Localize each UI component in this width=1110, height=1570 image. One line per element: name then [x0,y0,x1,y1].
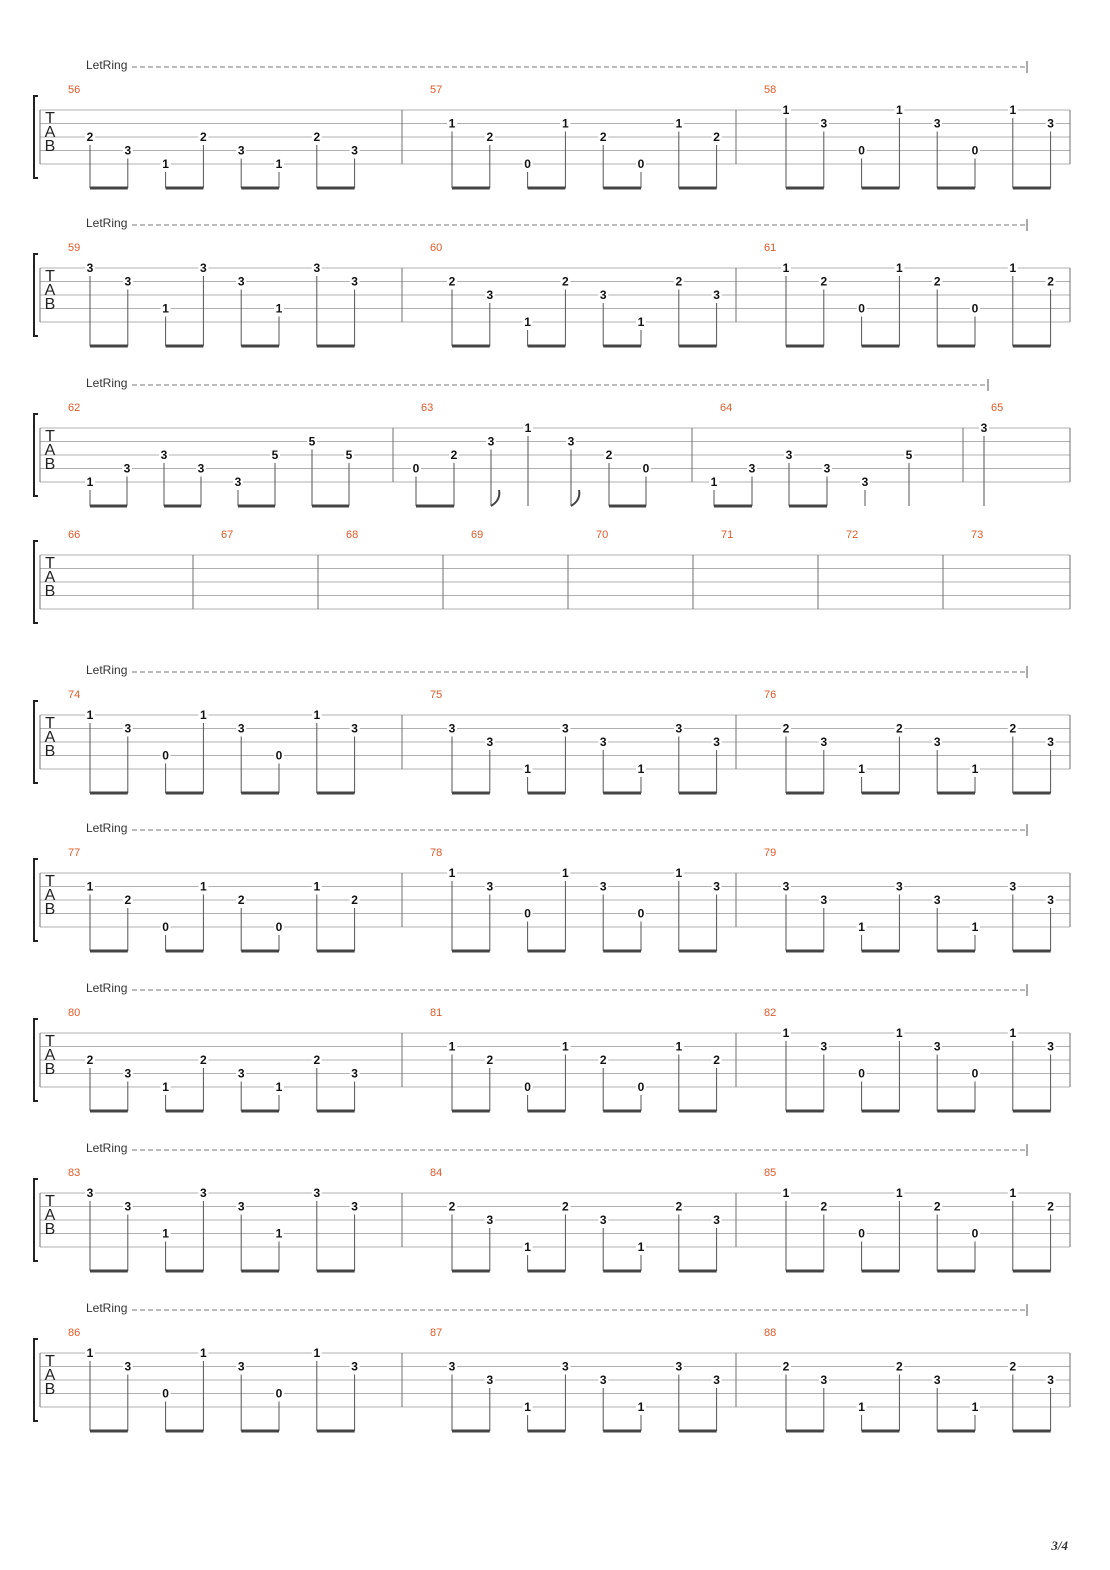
tab-system [34,529,1070,623]
fret-number: 1 [162,1226,169,1241]
fret-number: 0 [524,906,531,921]
fret-number: 0 [971,1226,979,1241]
fret-number: 3 [675,721,683,736]
measure-number: 68 [346,529,359,541]
fret-number: 1 [200,879,207,894]
fret-number: 1 [896,261,903,275]
fret-number: 1 [710,475,718,489]
fret-number: 1 [782,1186,790,1200]
tab-clef-letter: T [45,110,55,127]
fret-number: 0 [971,1066,979,1081]
fret-number: 0 [412,461,420,476]
system-bracket [34,414,38,496]
tab-clef-letter: A [44,282,56,299]
measure-number: 73 [971,529,984,541]
fret-number: 3 [86,261,94,275]
fret-number: 1 [896,1186,903,1200]
fret-number: 2 [313,1053,321,1067]
tab-clef-letter: A [44,1207,56,1224]
fret-number: 1 [858,1400,865,1414]
fret-number: 1 [524,1240,531,1254]
fret-number: 3 [351,143,358,158]
fret-number: 3 [237,274,245,289]
tab-system [34,663,1070,793]
fret-number: 3 [861,475,869,489]
fret-number: 3 [599,879,607,894]
fret-number: 3 [448,1359,456,1374]
fret-number: 3 [748,461,756,476]
fret-number: 1 [162,301,169,316]
tab-system [34,981,1070,1111]
measure-number: 72 [846,529,859,541]
fret-number: 0 [162,748,169,763]
tab-system [34,216,1070,346]
fret-number: 2 [599,130,607,144]
let-ring-label: LetRing [86,821,128,835]
tab-clef-letter: T [45,1033,55,1050]
fret-number: 1 [86,879,94,894]
fret-number: 3 [599,288,607,302]
fret-number: 5 [271,448,279,462]
fret-number: 2 [896,1359,903,1374]
fret-number: 2 [200,1053,207,1067]
fret-number: 3 [1047,116,1054,131]
tab-clef-letter: B [44,1061,56,1078]
measure-number: 77 [68,847,81,859]
fret-number: 3 [124,1359,132,1374]
tab-clef-letter: A [44,887,56,904]
fret-number: 3 [351,1359,358,1374]
fret-number: 1 [782,261,790,275]
fret-number: 0 [637,906,645,921]
fret-number: 1 [275,301,283,316]
fret-number: 3 [562,1359,569,1374]
fret-number: 0 [858,1066,865,1081]
fret-number: 2 [486,1053,494,1067]
fret-number: 2 [933,1199,941,1214]
fret-number: 2 [86,1053,94,1067]
tab-clef-letter: B [44,1221,56,1238]
fret-number: 3 [160,448,168,462]
fret-number: 2 [237,893,245,907]
fret-number: 1 [162,1080,169,1094]
fret-number: 3 [351,1066,358,1081]
fret-number: 1 [524,762,531,776]
fret-number: 0 [524,157,531,171]
tab-clef-letter: T [45,1193,55,1210]
tab-clef-letter: A [44,442,56,459]
fret-number: 0 [858,143,865,158]
fret-number: 3 [486,1373,494,1387]
fret-number: 3 [124,1199,132,1214]
fret-number: 2 [933,274,941,289]
fret-number: 3 [823,461,831,476]
measure-number: 83 [68,1167,81,1179]
let-ring-label: LetRing [86,376,128,390]
tab-system [34,376,1070,506]
fret-number: 0 [642,461,650,476]
fret-number: 3 [124,1066,132,1081]
measure-number: 69 [471,529,484,541]
fret-number: 3 [933,1373,941,1387]
fret-number: 3 [1047,893,1054,907]
measure-number: 60 [430,242,443,254]
fret-number: 0 [637,1080,645,1094]
fret-number: 3 [820,1373,828,1387]
tab-clef-letter: B [44,456,56,473]
fret-number: 3 [1047,735,1054,749]
fret-number: 2 [200,130,207,144]
fret-number: 3 [1009,879,1017,894]
fret-number: 1 [637,1240,645,1254]
fret-number: 3 [197,461,205,476]
fret-number: 3 [675,1359,683,1374]
tab-clef-letter: A [44,1047,56,1064]
tab-clef-letter: B [44,743,56,760]
fret-number: 2 [351,893,358,907]
fret-number: 2 [713,1053,720,1067]
tab-clef-letter: A [44,569,56,586]
fret-number: 1 [200,708,207,722]
fret-number: 3 [486,288,494,302]
measure-number: 80 [68,1007,81,1019]
fret-number: 3 [86,1186,94,1200]
fret-number: 1 [275,1226,283,1241]
fret-number: 1 [448,1039,456,1054]
fret-number: 1 [86,708,94,722]
system-bracket [34,1179,38,1261]
note-flag [571,490,579,506]
fret-number: 3 [486,735,494,749]
fret-number: 2 [782,721,790,736]
fret-number: 1 [524,315,531,329]
fret-number: 1 [448,866,456,880]
fret-number: 3 [980,421,988,435]
fret-number: 1 [562,116,569,131]
fret-number: 3 [782,879,790,894]
fret-number: 0 [524,1080,531,1094]
fret-number: 1 [675,866,683,880]
measure-number: 84 [430,1167,443,1179]
fret-number: 3 [1047,1039,1054,1054]
system-bracket [34,254,38,336]
fret-number: 3 [487,434,495,449]
tab-system [34,821,1070,951]
fret-number: 1 [1009,103,1017,117]
fret-number: 1 [637,1400,645,1414]
measure-number: 79 [764,847,777,859]
fret-number: 0 [275,920,283,934]
fret-number: 2 [124,893,132,907]
fret-number: 1 [675,116,683,131]
fret-number: 1 [675,1039,683,1054]
tab-clef-letter: A [44,729,56,746]
measure-number: 59 [68,242,81,254]
system-bracket [34,1339,38,1421]
system-bracket [34,701,38,783]
fret-number: 2 [486,130,494,144]
fret-number: 1 [275,1080,283,1094]
measure-number: 65 [991,402,1004,414]
fret-number: 3 [933,116,941,131]
measure-number: 75 [430,689,443,701]
note-flag [491,490,499,506]
let-ring-label: LetRing [86,1301,128,1315]
let-ring-label: LetRing [86,981,128,995]
fret-number: 3 [448,721,456,736]
fret-number: 3 [820,893,828,907]
fret-number: 1 [275,157,283,171]
fret-number: 0 [637,157,645,171]
fret-number: 1 [782,1026,790,1040]
fret-number: 2 [675,274,683,289]
fret-number: 1 [524,421,532,435]
measure-number: 63 [421,402,434,414]
fret-number: 3 [567,434,575,449]
fret-number: 1 [448,116,456,131]
measure-number: 56 [68,84,81,96]
fret-number: 1 [858,762,865,776]
measure-number: 87 [430,1327,443,1339]
fret-number: 2 [599,1053,607,1067]
fret-number: 3 [124,721,132,736]
fret-number: 1 [200,1346,207,1360]
fret-number: 3 [599,1373,607,1387]
fret-number: 1 [971,920,979,934]
fret-number: 2 [562,274,569,289]
fret-number: 0 [162,920,169,934]
measure-number: 66 [68,529,81,541]
tab-clef-letter: B [44,901,56,918]
fret-number: 3 [234,475,242,489]
fret-number: 2 [896,721,903,736]
fret-number: 3 [124,143,132,158]
fret-number: 1 [1009,1186,1017,1200]
fret-number: 2 [1009,721,1017,736]
fret-number: 3 [562,721,569,736]
measure-number: 71 [721,529,734,541]
fret-number: 5 [308,434,316,449]
fret-number: 1 [524,1400,531,1414]
fret-number: 5 [905,448,913,462]
fret-number: 3 [237,1359,245,1374]
fret-number: 1 [971,1400,979,1414]
fret-number: 2 [820,274,828,289]
fret-number: 1 [858,920,865,934]
fret-number: 3 [713,879,720,894]
fret-number: 2 [782,1359,790,1374]
measure-number: 61 [764,242,777,254]
fret-number: 5 [345,448,353,462]
fret-number: 1 [562,866,569,880]
fret-number: 2 [86,130,94,144]
fret-number: 3 [1047,1373,1054,1387]
measure-number: 62 [68,402,81,414]
measure-number: 86 [68,1327,81,1339]
fret-number: 3 [599,1213,607,1227]
fret-number: 2 [713,130,720,144]
measure-number: 64 [720,402,733,414]
fret-number: 3 [785,448,793,462]
tab-clef-letter: A [44,1367,56,1384]
fret-number: 2 [1047,274,1054,289]
tab-clef-letter: B [44,296,56,313]
fret-number: 3 [237,721,245,736]
fret-number: 3 [933,893,941,907]
fret-number: 3 [237,143,245,158]
fret-number: 3 [313,1186,321,1200]
fret-number: 1 [313,1346,321,1360]
let-ring-label: LetRing [86,216,128,230]
tab-clef-letter: T [45,1353,55,1370]
fret-number: 2 [448,274,456,289]
fret-number: 1 [313,708,321,722]
fret-number: 3 [933,1039,941,1054]
fret-number: 3 [313,261,321,275]
fret-number: 0 [858,301,865,316]
fret-number: 1 [313,879,321,894]
measure-number: 67 [221,529,234,541]
fret-number: 3 [896,879,903,894]
fret-number: 2 [605,448,613,462]
fret-number: 3 [713,1373,720,1387]
fret-number: 3 [351,274,358,289]
fret-number: 3 [237,1199,245,1214]
measure-number: 74 [68,689,81,701]
fret-number: 1 [637,315,645,329]
fret-number: 3 [933,735,941,749]
fret-number: 2 [448,1199,456,1214]
tab-clef-letter: T [45,715,55,732]
page-number: 3/4 [1051,1538,1068,1553]
fret-number: 3 [820,116,828,131]
fret-number: 2 [820,1199,828,1214]
tab-clef-letter: T [45,268,55,285]
measure-number: 78 [430,847,443,859]
fret-number: 0 [275,1386,283,1401]
fret-number: 2 [1009,1359,1017,1374]
system-bracket [34,1019,38,1101]
fret-number: 3 [486,879,494,894]
tab-clef-letter: A [44,124,56,141]
measure-number: 85 [764,1167,777,1179]
system-bracket [34,859,38,941]
fret-number: 3 [200,261,207,275]
fret-number: 2 [562,1199,569,1214]
fret-number: 3 [123,461,131,476]
fret-number: 2 [450,448,458,462]
fret-number: 1 [86,475,94,489]
fret-number: 1 [782,103,790,117]
measure-number: 57 [430,84,443,96]
fret-number: 0 [275,748,283,763]
fret-number: 0 [162,1386,169,1401]
tab-clef-letter: T [45,428,55,445]
tab-clef-letter: B [44,138,56,155]
fret-number: 3 [200,1186,207,1200]
fret-number: 3 [713,1213,720,1227]
tab-system [34,1301,1070,1431]
fret-number: 1 [637,762,645,776]
system-bracket [34,541,38,623]
tab-system [34,58,1070,188]
fret-number: 3 [124,274,132,289]
tab-clef-letter: T [45,555,55,572]
let-ring-label: LetRing [86,58,128,72]
let-ring-label: LetRing [86,663,128,677]
measure-number: 88 [764,1327,777,1339]
measure-number: 76 [764,689,777,701]
fret-number: 0 [858,1226,865,1241]
fret-number: 1 [1009,261,1017,275]
fret-number: 3 [820,1039,828,1054]
measure-number: 58 [764,84,777,96]
fret-number: 3 [351,721,358,736]
measure-number: 70 [596,529,609,541]
system-bracket [34,96,38,178]
fret-number: 0 [971,143,979,158]
fret-number: 3 [713,288,720,302]
fret-number: 1 [971,762,979,776]
fret-number: 2 [313,130,321,144]
let-ring-label: LetRing [86,1141,128,1155]
fret-number: 3 [237,1066,245,1081]
measure-number: 81 [430,1007,443,1019]
tab-clef-letter: B [44,1381,56,1398]
fret-number: 1 [86,1346,94,1360]
fret-number: 1 [162,157,169,171]
measure-number: 82 [764,1007,777,1019]
fret-number: 2 [675,1199,683,1214]
fret-number: 3 [820,735,828,749]
fret-number: 3 [599,735,607,749]
fret-number: 3 [713,735,720,749]
tab-system [34,1141,1070,1271]
fret-number: 1 [562,1039,569,1054]
fret-number: 1 [896,1026,903,1040]
tab-clef-letter: B [44,583,56,600]
fret-number: 1 [1009,1026,1017,1040]
tab-clef-letter: T [45,873,55,890]
fret-number: 0 [971,301,979,316]
fret-number: 3 [351,1199,358,1214]
fret-number: 3 [486,1213,494,1227]
fret-number: 1 [896,103,903,117]
fret-number: 2 [1047,1199,1054,1214]
